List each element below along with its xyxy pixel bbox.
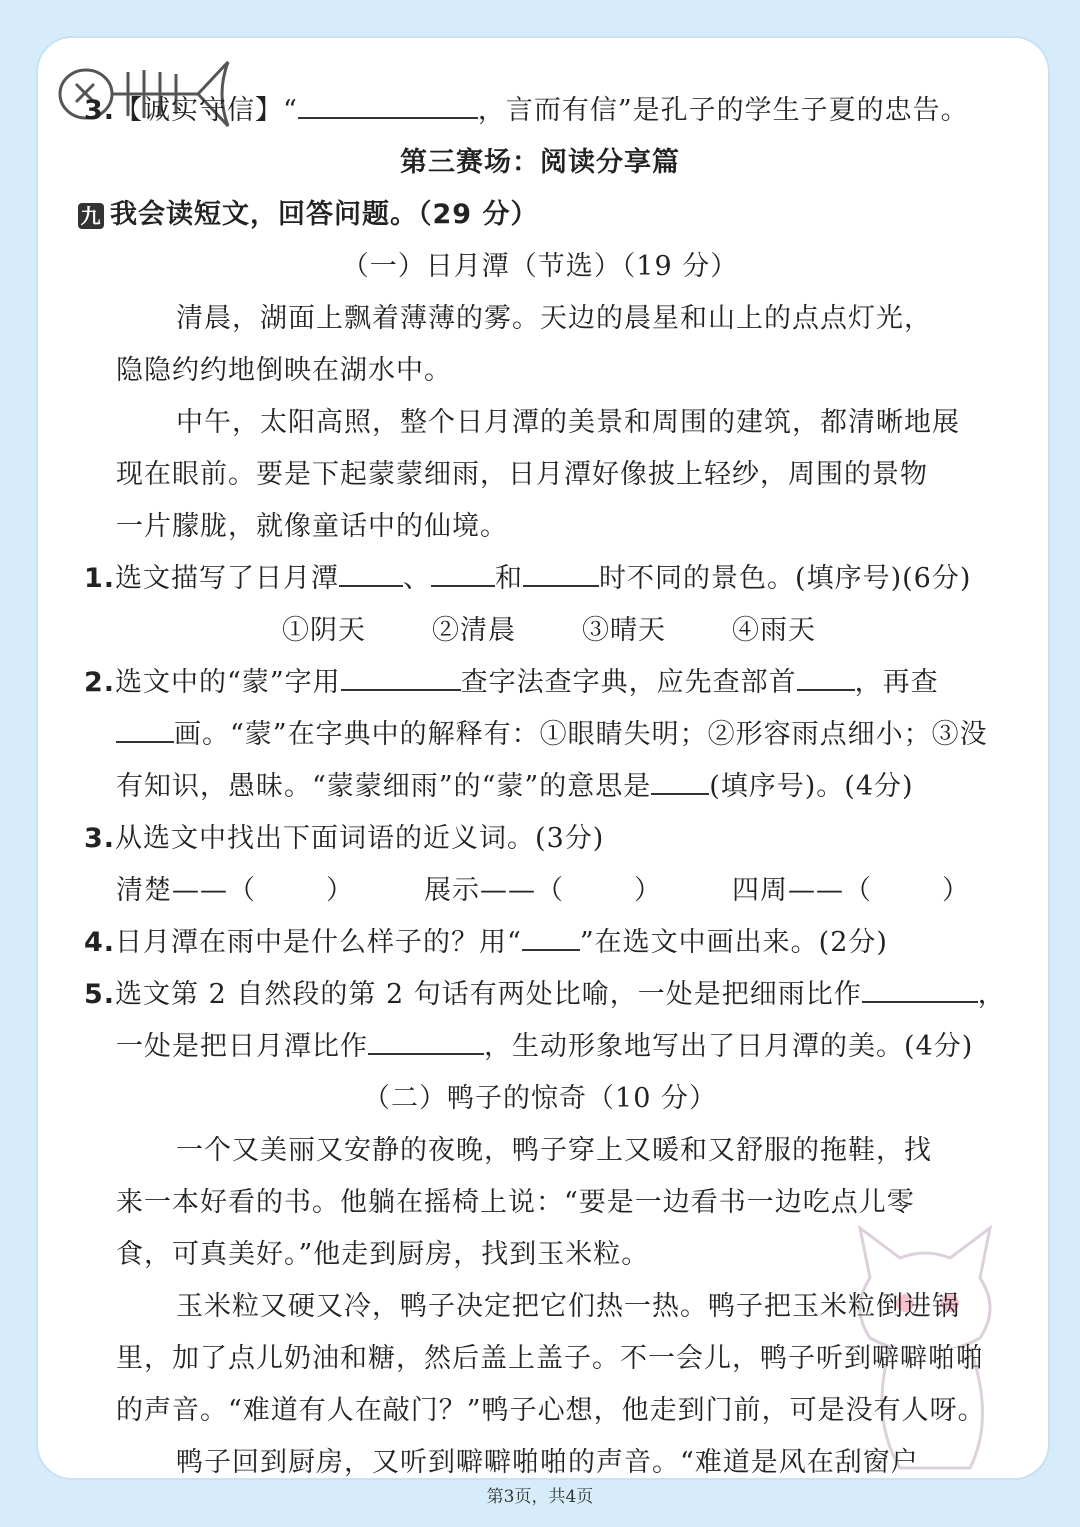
q5-text-c: 一处是把日月潭比作 xyxy=(116,1031,368,1062)
q2-text-f: (填序号)。(4分) xyxy=(709,771,914,802)
part9-title: 我会读短文，回答问题。（29 分） xyxy=(110,199,539,230)
q3-words xyxy=(116,868,970,907)
q2-text-b: 查字法查字典，应先查部首 xyxy=(460,667,797,698)
q2-text-c: ，再查 xyxy=(854,667,939,698)
answer-blank[interactable] xyxy=(368,1029,484,1055)
q2-number: 2. xyxy=(84,667,116,698)
word-qingchu: 清楚——（ xyxy=(116,875,256,906)
answer-blank[interactable] xyxy=(522,925,580,951)
passage1-line: 清晨，湖面上飘着薄薄的雾。天边的晨星和山上的点点灯光， xyxy=(176,303,932,334)
page-footer: 第3页，共4页 xyxy=(486,1487,594,1507)
option-1: ①阴天 xyxy=(282,615,366,646)
answer-blank[interactable] xyxy=(651,769,709,795)
passage2-line: 的声音。“难道有人在敲门？”鸭子心想，他走到门前，可是没有人呀。 xyxy=(116,1395,986,1426)
q3-text: 从选文中找出下面词语的近义词。(3分) xyxy=(115,823,605,854)
word-close: ） xyxy=(634,875,662,906)
q5-line-2 xyxy=(116,1024,973,1063)
q2-line-3 xyxy=(116,764,914,803)
part-badge: 九 xyxy=(78,203,104,229)
q1-number: 1. xyxy=(84,563,116,594)
q3-number: 3. xyxy=(84,823,116,854)
answer-blank[interactable] xyxy=(298,93,478,119)
word-zhanshi: 展示——（ xyxy=(424,875,564,906)
passage1-line: 一片朦胧，就像童话中的仙境。 xyxy=(116,511,508,542)
q2-line-2 xyxy=(116,712,988,751)
q2-text-a: 选文中的“蒙”字用 xyxy=(115,667,341,698)
passage2-line: 来一本好看的书。他躺在摇椅上说：“要是一边看书一边吃点儿零 xyxy=(116,1187,915,1218)
question-3 xyxy=(84,816,604,855)
passage2-line: 玉米粒又硬又冷，鸭子决定把它们热一热。鸭子把玉米粒倒进锅 xyxy=(176,1291,960,1322)
word-sizhou: 四周——（ xyxy=(732,875,872,906)
q3-prev-number: 3. xyxy=(84,95,116,126)
option-2: ②清晨 xyxy=(432,615,516,646)
q3-prev-line xyxy=(84,88,969,127)
passage2-line: 一个又美丽又安静的夜晚，鸭子穿上又暖和又舒服的拖鞋，找 xyxy=(176,1135,932,1166)
passage1-line: 中午，太阳高照，整个日月潭的美景和周围的建筑，都清晰地展 xyxy=(176,407,960,438)
q3-prev-text-b: ，言而有信”是孔子的学生子夏的忠告。 xyxy=(477,95,969,126)
q2-text-e: 有知识，愚昧。“蒙蒙细雨”的“蒙”的意思是 xyxy=(116,771,652,802)
q5-text-d: ，生动形象地写出了日月潭的美。(4分) xyxy=(484,1031,974,1062)
question-1 xyxy=(84,556,971,595)
q5-number: 5. xyxy=(84,979,116,1010)
q3-prev-text-a: 【诚实守信】“ xyxy=(115,95,298,126)
q1-and: 和 xyxy=(495,563,524,594)
answer-blank[interactable] xyxy=(862,977,978,1003)
answer-blank[interactable] xyxy=(431,561,495,587)
q4-number: 4. xyxy=(84,927,116,958)
answer-blank[interactable] xyxy=(797,665,855,691)
q5-text-a: 选文第 2 自然段的第 2 句话有两处比喻，一处是把细雨比作 xyxy=(115,979,862,1010)
q1-sep: 、 xyxy=(403,563,432,594)
option-3: ③晴天 xyxy=(582,615,666,646)
answer-blank[interactable] xyxy=(341,665,461,691)
question-5 xyxy=(84,972,1006,1011)
q4-text-b: ”在选文中画出来。(2分) xyxy=(579,927,888,958)
passage1-line: 隐隐约约地倒映在湖水中。 xyxy=(116,355,452,386)
passage2-line: 里，加了点儿奶油和糖，然后盖上盖子。不一会儿，鸭子听到噼噼啪啪 xyxy=(116,1343,984,1374)
q4-text-a: 日月潭在雨中是什么样子的？用“ xyxy=(115,927,522,958)
answer-blank[interactable] xyxy=(523,561,599,587)
question-4 xyxy=(84,920,888,959)
passage2-title: （二）鸭子的惊奇（10 分） xyxy=(363,1083,717,1114)
passage2-line: 食，可真美好。”他走到厨房，找到玉米粒。 xyxy=(116,1239,650,1270)
answer-blank[interactable] xyxy=(116,717,174,743)
part9-heading xyxy=(78,192,538,231)
q1-tail: 时不同的景色。(填序号)(6分) xyxy=(599,563,972,594)
word-close: ） xyxy=(942,875,970,906)
passage1-title: （一）日月潭（节选）（19 分） xyxy=(341,251,739,282)
passage2-line: 鸭子回到厨房，又听到噼噼啪啪的声音。“难道是风在刮窗户 xyxy=(176,1447,919,1478)
q5-text-b: ， xyxy=(977,979,1006,1010)
option-4: ④雨天 xyxy=(732,615,816,646)
section-title: 第三赛场：阅读分享篇 xyxy=(400,147,680,178)
q1-options xyxy=(282,608,882,647)
question-2 xyxy=(84,660,939,699)
q2-text-d: 画。“蒙”在字典中的解释有：①眼睛失明；②形容雨点细小；③没 xyxy=(174,719,988,750)
passage1-line: 现在眼前。要是下起蒙蒙细雨，日月潭好像披上轻纱，周围的景物 xyxy=(116,459,928,490)
q1-text: 选文描写了日月潭 xyxy=(115,563,340,594)
word-close: ） xyxy=(326,875,354,906)
answer-blank[interactable] xyxy=(339,561,403,587)
